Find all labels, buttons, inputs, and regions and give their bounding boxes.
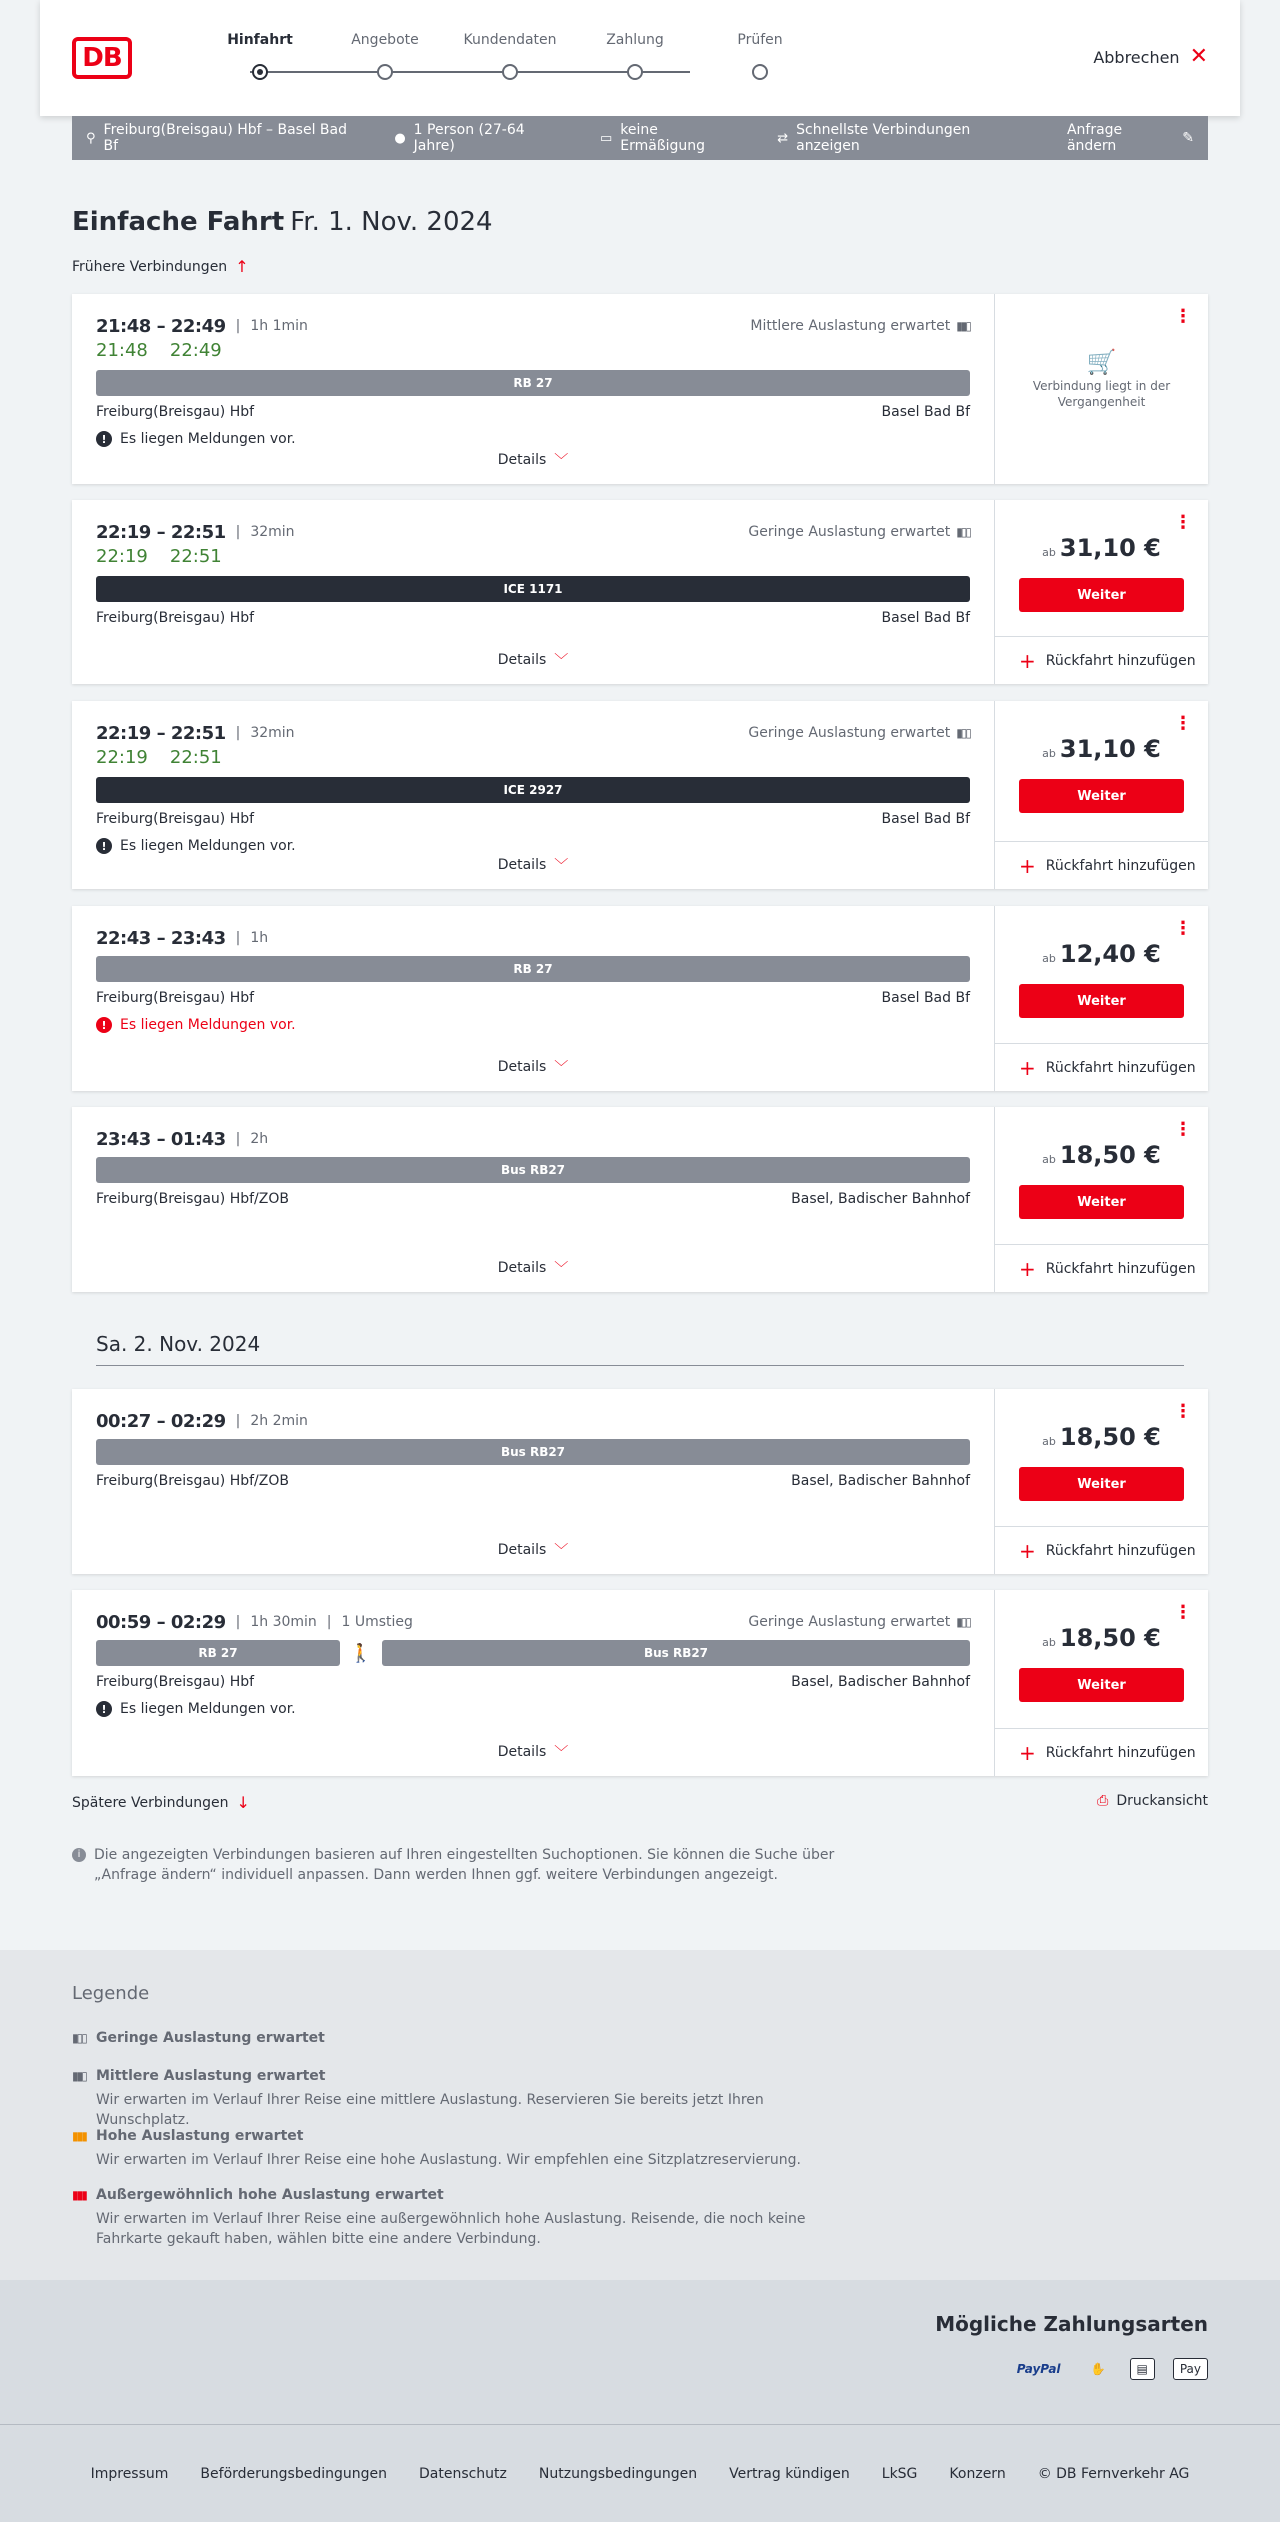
message-notice: ! Es liegen Meldungen vor. [96,837,970,855]
connection-card [72,1107,1208,1292]
offer-panel [994,1389,1208,1574]
progress-steps [210,32,783,92]
duration: 32min [250,524,295,540]
price: ab 18,50 € [1042,1624,1161,1652]
legend [0,1950,1280,2280]
continue-button[interactable]: Weiter [1019,1467,1184,1501]
footer-link-impressum[interactable]: Impressum [90,2465,169,2482]
connection-main[interactable]: 00:59 – 02:29 | 1h 30min | 1 Umstieg Geringe Auslastung erwartet ▮▯▯ RB 27 🚶 Bus RB27 Freiburg(Breisgau) Hbf Basel, Badischer Bahnhof ! Es liegen Meldungen vor. [96,1611,970,1717]
from-station: Freiburg(Breisgau) Hbf [96,610,255,626]
add-return-button[interactable]: + Rückfahrt hinzufügen [995,1728,1208,1776]
more-options-icon[interactable]: ⋮ [1174,306,1192,327]
connection-card [72,294,1208,484]
train-bar: ICE 1171 [96,576,970,602]
offer-panel [994,500,1208,684]
legend-item: ▮▯▯ Geringe Auslastung erwartet [72,2030,325,2046]
footer-copyright: © DB Fernverkehr AG [1037,2465,1190,2482]
print-view-link[interactable]: ⎙ Druckansicht [1097,1793,1208,1809]
more-options-icon[interactable]: ⋮ [1174,512,1192,533]
chevron-down-icon: ﹀ [554,653,569,669]
legend-item: ▮▮▯ Mittlere Auslastung erwartet Wir erwarten im Verlauf Ihrer Reise eine mittlere Auslastung. Reservieren Sie bereits jetzt Ihren Wunschplatz. [72,2068,764,2128]
train-bar: Bus RB27 [96,1439,970,1465]
footer [0,2424,1280,2522]
duration: 32min [250,725,295,741]
step-dot [252,64,268,80]
paypal-logo: PayPal [1016,2362,1061,2376]
train-bar: Bus RB27 [96,1157,970,1183]
legend-item: ▮▮▮ Hohe Auslastung erwartet Wir erwarten im Verlauf Ihrer Reise eine hohe Auslastung. Wir empfehlen eine Sitzplatzreservierung. [72,2128,801,2168]
continue-button[interactable]: Weiter [1019,1668,1184,1702]
location-icon: ⚲ [86,130,96,146]
connection-times: 00:27 – 02:29 [96,1410,226,1432]
connection-card [72,500,1208,684]
continue-button[interactable]: Weiter [1019,1185,1184,1219]
query-fastest: ⇄ Schnellste Verbindungen anzeigen [777,122,971,154]
step-pruefen[interactable]: Prüfen [710,32,810,80]
connection-times: 22:19 – 22:51 [96,722,226,744]
info-note: i Die angezeigten Verbindungen basieren auf Ihren eingestellten Suchoptionen. Sie können die Suche über „Anfrage ändern“ individuell anpassen. Dann werden Ihnen ggf. weitere Verbindungen angezeigt. [72,1845,852,1885]
occupancy-low-icon: ▮▯▯ [956,726,970,740]
more-options-icon[interactable]: ⋮ [1174,1602,1192,1623]
chevron-down-icon: ﹀ [554,1543,569,1559]
duration: 1h [250,930,269,946]
payment-title: Mögliche Zahlungsarten [935,2312,1208,2336]
journey-segments [96,1640,970,1666]
step-dot [752,64,768,80]
add-return-button[interactable]: + Rückfahrt hinzufügen [995,1526,1208,1574]
footer-link-lksg[interactable]: LkSG [881,2465,918,2482]
price: ab 18,50 € [1042,1423,1161,1451]
more-options-icon[interactable]: ⋮ [1174,713,1192,734]
cancel-button[interactable]: Abbrechen ✕ [1093,44,1208,69]
connection-card [72,1590,1208,1776]
from-station: Freiburg(Breisgau) Hbf/ZOB [96,1191,289,1207]
chevron-down-icon: ﹀ [554,453,569,469]
query-passengers: ● 1 Person (27-64 Jahre) [394,122,525,154]
earlier-connections-link[interactable]: Frühere Verbindungen ↑ [72,257,249,276]
plus-icon: + [1019,1256,1036,1281]
step-kundendaten[interactable]: Kundendaten [460,32,560,80]
sepa-card-icon: ▤ [1130,2358,1155,2380]
connection-card [72,906,1208,1091]
train-bar: RB 27 [96,956,970,982]
to-station: Basel Bad Bf [881,610,970,626]
pencil-icon: ✎ [1182,130,1194,146]
alert-icon: ! [96,1701,112,1717]
from-station: Freiburg(Breisgau) Hbf [96,990,255,1006]
occupancy-indicator: Geringe Auslastung erwartet ▮▯▯ [748,1614,970,1630]
train-bar: ICE 2927 [96,777,970,803]
info-icon: i [72,1848,86,1862]
payment-methods [0,2280,1280,2424]
close-icon: ✕ [1189,44,1208,69]
to-station: Basel, Badischer Bahnhof [791,1473,970,1489]
occupancy-high-icon: ▮▮▮ [72,2129,86,2143]
walk-icon: 🚶 [349,1642,373,1664]
printer-icon: ⎙ [1097,1793,1109,1809]
footer-link-vertrag-kuendigen[interactable]: Vertrag kündigen [729,2465,850,2482]
swap-icon: ⇄ [777,130,789,146]
connection-main[interactable]: 22:43 – 23:43 | 1h RB 27 Freiburg(Breisgau) Hbf Basel Bad Bf ! Es liegen Meldungen vor. [96,927,970,1033]
plus-icon: + [1019,1055,1036,1080]
connection-card [72,701,1208,889]
from-station: Freiburg(Breisgau) Hbf [96,811,255,827]
connection-times: 21:48 – 22:49 [96,315,226,337]
step-dot [377,64,393,80]
train-bar: RB 27 [96,370,970,396]
query-route: ⚲ Freiburg(Breisgau) Hbf – Basel Bad Bf [86,122,347,154]
price: ab 12,40 € [1042,940,1161,968]
details-toggle[interactable]: Details ﹀ [497,857,569,874]
continue-button[interactable]: Weiter [1019,578,1184,612]
details-toggle[interactable]: Details ﹀ [497,1260,569,1277]
connection-main[interactable]: 21:48 – 22:49 | 1h 1min Mittlere Auslastung erwartet ▮▮▯ 21:48 22:49 RB 27 Freiburg(Breisgau) Hbf Basel Bad Bf ! Es liegen Meldungen vor. [96,315,970,447]
message-notice: ! Es liegen Meldungen vor. [96,430,970,448]
card-icon: ▭ [599,130,613,146]
past-connection-notice: 🛒 Verbindung liegt in der Vergangenheit [995,354,1208,410]
footer-link-nutzungsbedingungen[interactable]: Nutzungsbedingungen [538,2465,698,2482]
message-notice: ! Es liegen Meldungen vor. [96,1700,970,1718]
occupancy-low-icon: ▮▯▯ [956,1615,970,1629]
details-toggle[interactable]: Details ﹀ [497,1542,569,1559]
footer-link-datenschutz[interactable]: Datenschutz [418,2465,507,2482]
details-toggle[interactable]: Details ﹀ [497,652,569,669]
connection-times: 22:43 – 23:43 [96,927,226,949]
connection-main[interactable]: 00:27 – 02:29 | 2h 2min Bus RB27 Freiburg(Breisgau) Hbf/ZOB Basel, Badischer Bahnhof [96,1410,970,1489]
occupancy-medium-icon: ▮▮▯ [956,319,970,333]
realtime-times: 22:19 22:51 [96,747,222,768]
to-station: Basel Bad Bf [881,811,970,827]
chevron-down-icon: ﹀ [554,1261,569,1277]
arrow-up-icon: ↑ [235,257,249,276]
continue-button[interactable]: Weiter [1019,779,1184,813]
step-zahlung[interactable]: Zahlung [585,32,685,80]
occupancy-indicator: Mittlere Auslastung erwartet ▮▮▯ [750,318,970,334]
occupancy-low-icon: ▮▯▯ [72,2031,86,2045]
duration: 1h 30min [250,1614,317,1630]
more-options-icon[interactable]: ⋮ [1174,1119,1192,1140]
duration: 2h 2min [250,1413,308,1429]
price: ab 18,50 € [1042,1141,1161,1169]
step-dot [502,64,518,80]
offer-panel [994,294,1208,484]
to-station: Basel Bad Bf [881,990,970,1006]
chevron-down-icon: ﹀ [554,1060,569,1076]
offer-panel [994,701,1208,889]
plus-icon: + [1019,1538,1036,1563]
train-bar: Bus RB27 [382,1640,970,1666]
offer-panel [994,906,1208,1091]
train-bar: RB 27 [96,1640,340,1666]
connection-times: 22:19 – 22:51 [96,521,226,543]
add-return-button[interactable]: + Rückfahrt hinzufügen [995,636,1208,684]
occupancy-extreme-icon: ▮▮▮ [72,2188,86,2202]
occupancy-medium-icon: ▮▮▯ [72,2069,86,2083]
day-separator: Sa. 2. Nov. 2024 [96,1332,1184,1366]
db-logo[interactable]: DB [72,37,132,79]
continue-button[interactable]: Weiter [1019,984,1184,1018]
connection-card [72,1389,1208,1574]
plus-icon: + [1019,853,1036,878]
occupancy-indicator: Geringe Auslastung erwartet ▮▯▯ [748,524,970,540]
legend-title: Legende [72,1983,150,2004]
page-title: Einfache Fahrt Fr. 1. Nov. 2024 [72,207,493,237]
later-connections-link[interactable]: Spätere Verbindungen ↓ [72,1793,250,1812]
legend-item: ▮▮▮ Außergewöhnlich hohe Auslastung erwartet Wir erwarten im Verlauf Ihrer Reise eine außergewöhnlich hohe Auslastung. Reisende, die noch keine Fahrkarte gekauft haben, wählen bitte eine andere Verbindung. [72,2187,806,2247]
arrow-down-icon: ↓ [236,1793,250,1812]
query-discount: ▭ keine Ermäßigung [599,122,706,154]
edit-query-button[interactable]: Anfrage ändern ✎ [1066,122,1194,154]
plus-icon: + [1019,1740,1036,1765]
offer-panel [994,1590,1208,1776]
from-station: Freiburg(Breisgau) Hbf [96,1674,255,1690]
connection-main[interactable]: 23:43 – 01:43 | 2h Bus RB27 Freiburg(Breisgau) Hbf/ZOB Basel, Badischer Bahnhof [96,1128,970,1207]
realtime-times: 22:19 22:51 [96,546,222,567]
chevron-down-icon: ﹀ [554,1745,569,1761]
person-icon: ● [394,130,406,146]
query-bar [72,116,1208,160]
header [40,0,1240,116]
step-dot [627,64,643,80]
chevron-down-icon: ﹀ [554,858,569,874]
step-hinfahrt[interactable]: Hinfahrt [210,32,310,80]
transfers: 1 Umstieg [341,1614,413,1630]
alert-icon: ! [96,838,112,854]
details-toggle[interactable]: Details ﹀ [497,1744,569,1761]
more-options-icon[interactable]: ⋮ [1174,918,1192,939]
details-toggle[interactable]: Details ﹀ [497,452,569,469]
price: ab 31,10 € [1042,534,1161,562]
connection-times: 23:43 – 01:43 [96,1128,226,1150]
connection-main[interactable]: 22:19 – 22:51 | 32min Geringe Auslastung erwartet ▮▯▯ 22:19 22:51 ICE 2927 Freiburg(Breisgau) Hbf Basel Bad Bf ! Es liegen Meldungen vor. [96,722,970,854]
hand-payment-icon: ✋ [1090,2362,1106,2376]
duration: 2h [250,1131,269,1147]
connection-main[interactable]: 22:19 – 22:51 | 32min Geringe Auslastung erwartet ▮▯▯ 22:19 22:51 ICE 1171 Freiburg(Breisgau) Hbf Basel Bad Bf [96,521,970,626]
footer-link-konzern[interactable]: Konzern [949,2465,1006,2482]
alert-icon: ! [96,431,112,447]
plus-icon: + [1019,648,1036,673]
price: ab 31,10 € [1042,735,1161,763]
applepay-logo: Pay [1173,2358,1208,2380]
occupancy-low-icon: ▮▯▯ [956,525,970,539]
to-station: Basel, Badischer Bahnhof [791,1674,970,1690]
details-toggle[interactable]: Details ﹀ [497,1059,569,1076]
add-return-button[interactable]: + Rückfahrt hinzufügen [995,1244,1208,1292]
realtime-times: 21:48 22:49 [96,340,222,361]
offer-panel [994,1107,1208,1292]
to-station: Basel, Badischer Bahnhof [791,1191,970,1207]
cart-icon: 🛒 [1086,348,1117,376]
from-station: Freiburg(Breisgau) Hbf [96,404,255,420]
more-options-icon[interactable]: ⋮ [1174,1401,1192,1422]
to-station: Basel Bad Bf [881,404,970,420]
from-station: Freiburg(Breisgau) Hbf/ZOB [96,1473,289,1489]
step-angebote[interactable]: Angebote [335,32,435,80]
alert-icon: ! [96,1017,112,1033]
add-return-button[interactable]: + Rückfahrt hinzufügen [995,1043,1208,1091]
occupancy-indicator: Geringe Auslastung erwartet ▮▯▯ [748,725,970,741]
duration: 1h 1min [250,318,308,334]
connection-times: 00:59 – 02:29 [96,1611,226,1633]
message-notice: ! Es liegen Meldungen vor. [96,1016,970,1034]
footer-link-befoerderungsbedingungen[interactable]: Beförderungsbedingungen [200,2465,387,2482]
add-return-button[interactable]: + Rückfahrt hinzufügen [995,841,1208,889]
